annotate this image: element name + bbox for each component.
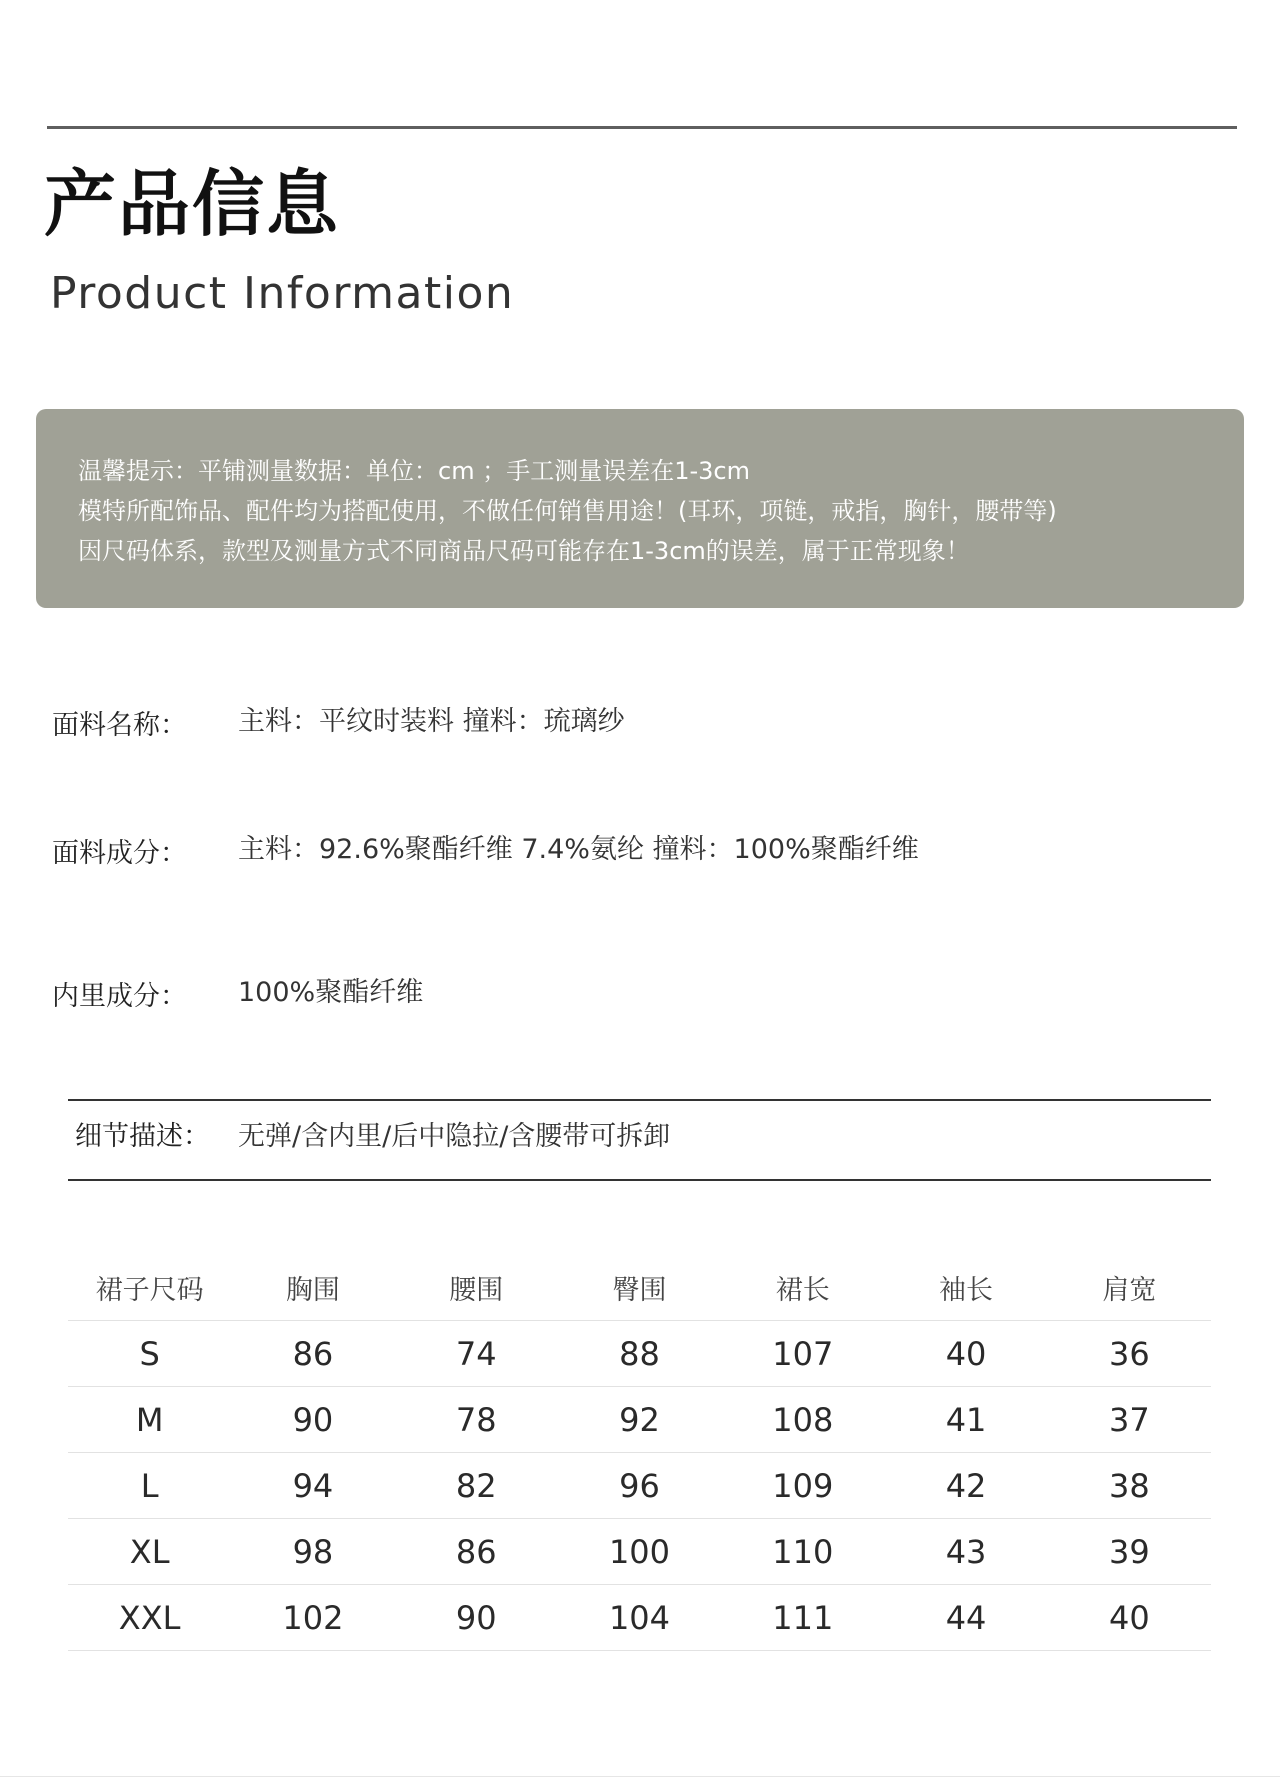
top-divider (47, 126, 1237, 129)
details-top-divider (68, 1099, 1211, 1101)
header-hip: 臀围 (558, 1255, 721, 1321)
header-size: 裙子尺码 (68, 1255, 231, 1321)
fabric-name-value: 主料：平纹时装料 撞料：琉璃纱 (238, 706, 625, 737)
table-row (68, 1321, 1211, 1387)
page-title: 产品信息 (44, 162, 341, 246)
notice-line: 温馨提示：平铺测量数据：单位：cm ；手工测量误差在1-3cm (78, 457, 750, 485)
table-cell: L (68, 1453, 231, 1519)
table-cell: 40 (1048, 1585, 1211, 1651)
table-cell: 104 (558, 1585, 721, 1651)
details-bottom-divider (68, 1179, 1211, 1181)
fabric-composition-value: 主料：92.6%聚酯纤维 7.4%氨纶 撞料：100%聚酯纤维 (238, 834, 919, 865)
table-cell: 90 (231, 1387, 394, 1453)
notice-box (36, 409, 1244, 608)
table-cell: 38 (1048, 1453, 1211, 1519)
details-label: 细节描述： (75, 1121, 210, 1152)
table-cell: 94 (231, 1453, 394, 1519)
table-cell: 109 (721, 1453, 884, 1519)
table-row (68, 1453, 1211, 1519)
table-cell: 100 (558, 1519, 721, 1585)
table-cell: 111 (721, 1585, 884, 1651)
table-row (68, 1585, 1211, 1651)
table-cell: 110 (721, 1519, 884, 1585)
table-cell: S (68, 1321, 231, 1387)
table-cell: 96 (558, 1453, 721, 1519)
table-cell: 108 (721, 1387, 884, 1453)
header-bust: 胸围 (231, 1255, 394, 1321)
table-cell: 44 (884, 1585, 1047, 1651)
table-cell: 40 (884, 1321, 1047, 1387)
table-cell: XL (68, 1519, 231, 1585)
header-waist: 腰围 (395, 1255, 558, 1321)
table-cell: 74 (395, 1321, 558, 1387)
header-sleeve-length: 袖长 (884, 1255, 1047, 1321)
table-cell: 98 (231, 1519, 394, 1585)
table-cell: 82 (395, 1453, 558, 1519)
table-cell: 88 (558, 1321, 721, 1387)
header-shoulder-width: 肩宽 (1048, 1255, 1211, 1321)
size-table (68, 1255, 1211, 1651)
bottom-divider (0, 1776, 1280, 1777)
table-cell: 78 (395, 1387, 558, 1453)
table-cell: M (68, 1387, 231, 1453)
table-cell: 36 (1048, 1321, 1211, 1387)
table-cell: 107 (721, 1321, 884, 1387)
table-cell: 90 (395, 1585, 558, 1651)
notice-line: 模特所配饰品、配件均为搭配使用，不做任何销售用途！(耳环，项链，戒指，胸针，腰带等) (78, 497, 1057, 525)
table-cell: 41 (884, 1387, 1047, 1453)
fabric-name-label: 面料名称： (52, 710, 187, 741)
details-value: 无弹/含内里/后中隐拉/含腰带可拆卸 (238, 1121, 671, 1152)
table-row (68, 1387, 1211, 1453)
table-cell: 42 (884, 1453, 1047, 1519)
table-cell: 92 (558, 1387, 721, 1453)
table-cell: 86 (231, 1321, 394, 1387)
fabric-composition-label: 面料成分： (52, 838, 187, 869)
notice-line: 因尺码体系，款型及测量方式不同商品尺码可能存在1-3cm的误差，属于正常现象！ (78, 537, 970, 565)
table-cell: 102 (231, 1585, 394, 1651)
lining-composition-value: 100%聚酯纤维 (238, 977, 424, 1008)
table-cell: 86 (395, 1519, 558, 1585)
table-cell: 37 (1048, 1387, 1211, 1453)
table-row (68, 1519, 1211, 1585)
table-cell: 43 (884, 1519, 1047, 1585)
page-subtitle: Product Information (50, 268, 515, 319)
table-cell: 39 (1048, 1519, 1211, 1585)
lining-composition-label: 内里成分： (52, 981, 187, 1012)
size-table-header (68, 1255, 1211, 1321)
table-cell: XXL (68, 1585, 231, 1651)
header-skirt-length: 裙长 (721, 1255, 884, 1321)
